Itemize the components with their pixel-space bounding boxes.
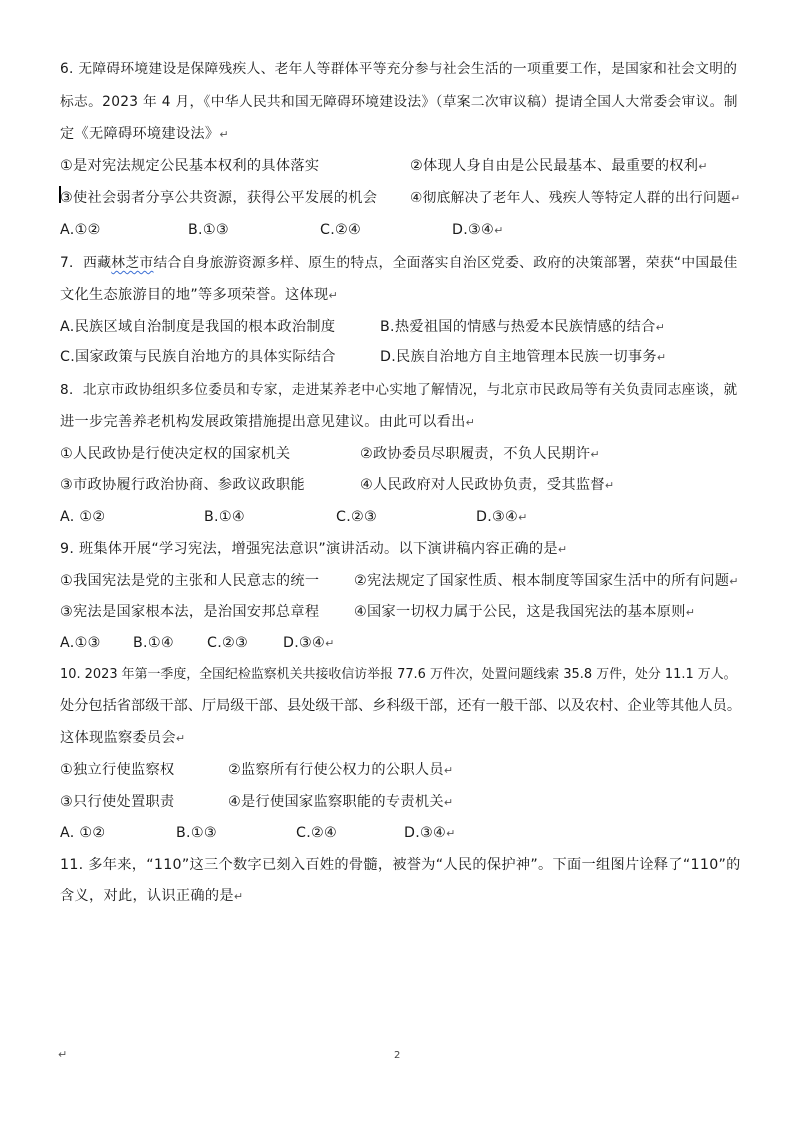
q10-stem-line-2: 处分包括省部级干部、厅局级干部、县处级干部、乡科级干部，还有一般干部、以及农村、企业等其他人员。 [60, 698, 742, 714]
q10-stem-line-3 [60, 729, 185, 748]
q8-option-d [476, 508, 528, 527]
q6-statement-3: ③使社会弱者分享公共资源，获得公平发展的机会 [60, 190, 378, 206]
paragraph-mark-icon: ↵ [465, 416, 476, 429]
q10-statement-2-text: ②监察所有行使公权力的公职人员 [228, 762, 444, 778]
q10-stem-line-3-text: 这体现监察委员会 [60, 730, 176, 746]
q8-stem-line-1: 8．北京市政协组织多位委员和专家，走进某养老中心实地了解情况，与北京市民政局等有关负责同志座谈，就 [60, 382, 738, 398]
q9-option-b: B.①④ [133, 635, 174, 651]
q6-option-d-text: D.③④ [452, 222, 495, 238]
q9-statement-4 [354, 603, 695, 622]
q7-option-b [380, 318, 665, 337]
q8-statement-2 [360, 445, 600, 464]
paragraph-mark-icon: ↵ [233, 890, 244, 903]
q7-stem-suffix: 结合自身旅游资源多样、原生的特点，全面落实自治区党委、政府的决策部署，荣获“中国最佳 [153, 255, 738, 271]
q9-statement-3: ③宪法是国家根本法，是治国安邦总章程 [60, 604, 320, 620]
q8-option-c: C.②③ [336, 509, 378, 525]
q7-option-c: C.国家政策与民族自治地方的具体实际结合 [60, 349, 336, 365]
paragraph-mark-icon: ↵ [590, 448, 600, 461]
q6-option-a: A.①② [60, 222, 101, 238]
q9-option-a: A.①③ [60, 635, 101, 651]
q6-stem-line-3 [60, 125, 229, 144]
paragraph-mark-icon: ↵ [446, 827, 456, 840]
q9-statement-2-text: ②宪法规定了国家性质、根本制度等国家生活中的所有问题 [354, 573, 730, 589]
q10-statement-4 [228, 793, 453, 812]
q7-option-d [380, 348, 666, 367]
q8-statement-3: ③市政协履行政治协商、参政议政职能 [60, 477, 305, 493]
paragraph-mark-icon: ↵ [443, 764, 454, 777]
q6-statement-2 [410, 157, 708, 176]
q10-statement-1: ①独立行使监察权 [60, 762, 175, 778]
paragraph-mark-icon: ↵ [219, 128, 229, 141]
paragraph-mark-icon: ↵ [175, 732, 186, 745]
q6-option-b: B.①③ [188, 222, 229, 238]
paragraph-mark-icon: ↵ [494, 224, 504, 237]
q6-option-c: C.②④ [320, 222, 362, 238]
q7-option-d-text: D.民族自治地方自主地管理本民族一切事务 [380, 349, 657, 365]
q10-statement-2 [228, 761, 453, 780]
q8-statement-4 [360, 476, 614, 495]
q10-statement-4-text: ④是行使国家监察职能的专责机关 [228, 794, 444, 810]
q8-option-a: A. ①② [60, 509, 106, 525]
q10-statement-3: ③只行使处置职责 [60, 794, 175, 810]
paragraph-mark-icon: ↵ [325, 637, 335, 650]
q10-option-d-text: D.③④ [404, 825, 447, 841]
q9-statement-4-text: ④国家一切权力属于公民，这是我国宪法的基本原则 [354, 604, 686, 620]
paragraph-mark-icon: ↵ [443, 796, 454, 809]
q9-stem-text: 9. 班集体开展“学习宪法，增强宪法意识”演讲活动。以下演讲稿内容正确的是 [60, 541, 558, 557]
paragraph-mark-icon: ↵ [698, 160, 708, 173]
q7-stem-line-2 [60, 286, 338, 305]
q6-statement-2-text: ②体现人身自由是公民最基本、最重要的权利 [410, 158, 699, 174]
paragraph-mark-icon: ↵ [731, 192, 741, 205]
q6-stem-text: 定《无障碍环境建设法》 [60, 126, 220, 142]
q6-option-d [452, 221, 504, 240]
q10-option-d [404, 824, 456, 843]
paragraph-mark-icon: ↵ [655, 321, 666, 334]
q7-option-b-text: B.热爱祖国的情感与热爱本民族情感的结合 [380, 319, 656, 335]
q8-statement-1: ①人民政协是行使决定权的国家机关 [60, 446, 291, 462]
page-number: 2 [394, 1050, 401, 1061]
q6-statement-1: ①是对宪法规定公民基本权利的具体落实 [60, 158, 320, 174]
q6-stem-line-2: 标志。2023 年 4 月，《中华人民共和国无障碍环境建设法》（草案二次审议稿）提请全国人大常委会审议。制 [60, 94, 738, 110]
q8-stem-line-2 [60, 413, 475, 432]
q9-option-c: C.②③ [207, 635, 249, 651]
q11-stem-line-1: 11. 多年来，“110”这三个数字已刻入百姓的骨髓，被誉为“人民的保护神”。下面一组图片诠释了“110”的 [60, 857, 741, 873]
q6-statement-4 [410, 189, 741, 208]
paragraph-mark-icon: ↵ [328, 289, 338, 302]
paragraph-mark-icon: ↵ [656, 351, 667, 364]
q9-stem-line-1 [60, 540, 567, 559]
q6-stem-line-1: 6. 无障碍环境建设是保障残疾人、老年人等群体平等充分参与社会生活的一项重要工作，是国家和社会文明的 [60, 61, 738, 77]
q7-stem-line-1 [60, 254, 738, 272]
q8-statement-2-text: ②政协委员尽职履责，不负人民期许 [360, 446, 591, 462]
q7-stem-prefix: 7．西藏 [60, 255, 112, 271]
q9-statement-2 [354, 572, 739, 591]
q8-option-b: B.①④ [204, 509, 245, 525]
q10-option-a: A. ①② [60, 825, 106, 841]
q10-option-b: B.①③ [176, 825, 217, 841]
q8-stem-line-2-text: 进一步完善养老机构发展政策措施提出意见建议。由此可以看出 [60, 414, 466, 430]
q7-option-a: A.民族区域自治制度是我国的根本政治制度 [60, 319, 336, 335]
q9-statement-1: ①我国宪法是党的主张和人民意志的统一 [60, 573, 320, 589]
q7-spellcheck-word: 林芝市 [111, 255, 154, 271]
paragraph-mark-icon: ↵ [604, 479, 615, 492]
paragraph-mark-icon: ↵ [729, 575, 739, 588]
q11-stem-line-2 [60, 887, 243, 906]
q8-option-d-text: D.③④ [476, 509, 519, 525]
q10-stem-line-1: 10. 2023 年第一季度，全国纪检监察机关共接收信访举报 77.6 万件次，处置问题线索 35.8 万件，处分 11.1 万人。 [60, 667, 737, 682]
q9-option-d [283, 634, 335, 653]
paragraph-mark-icon: ↵ [557, 543, 568, 556]
paragraph-mark-icon: ↵ [58, 1048, 68, 1061]
q7-stem-line-2-text: 文化生态旅游目的地”等多项荣誉。这体现 [60, 287, 329, 303]
q9-option-d-text: D.③④ [283, 635, 326, 651]
q10-option-c: C.②④ [296, 825, 338, 841]
paragraph-mark-icon: ↵ [518, 511, 528, 524]
q8-statement-4-text: ④人民政府对人民政协负责，受其监督 [360, 477, 605, 493]
paragraph-mark-icon: ↵ [685, 606, 696, 619]
q6-statement-4-text: ④彻底解决了老年人、残疾人等特定人群的出行问题 [410, 190, 732, 206]
q11-stem-line-2-text: 含义，对此，认识正确的是 [60, 888, 234, 904]
